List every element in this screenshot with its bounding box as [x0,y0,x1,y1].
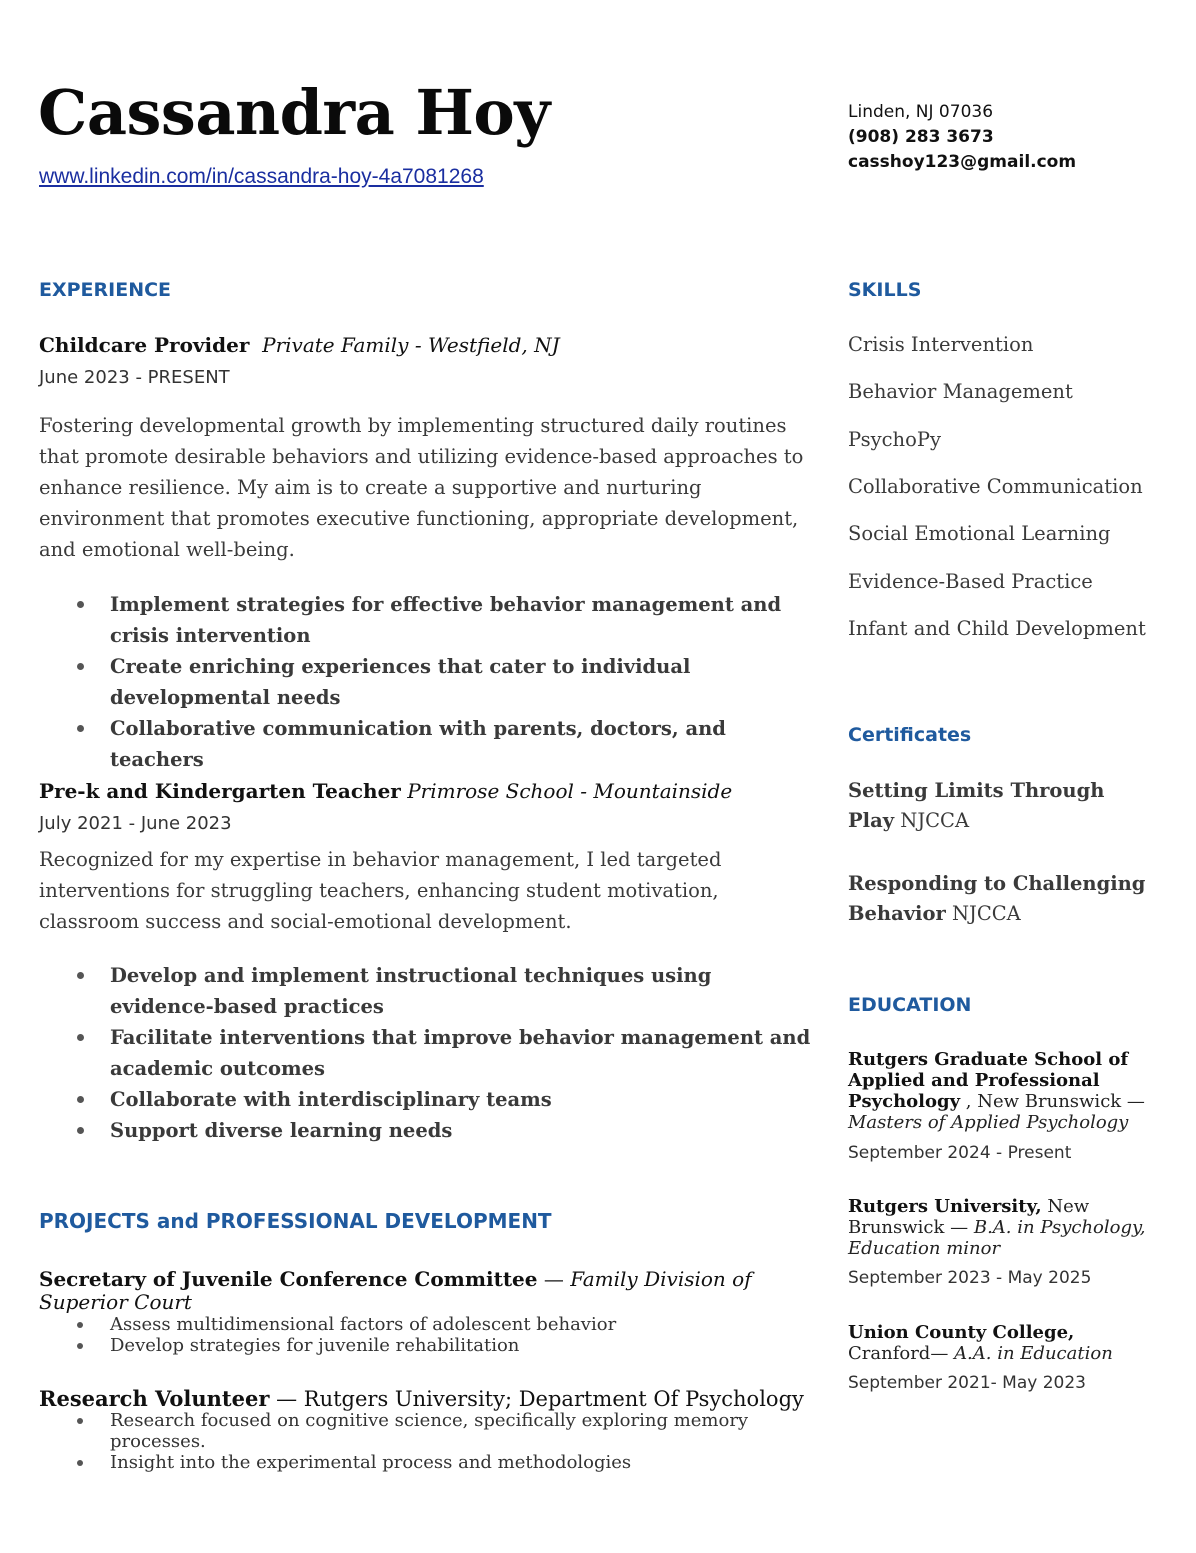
education-school: Rutgers University, [848,1196,1042,1217]
education-location: Cranford— [848,1343,955,1364]
project-title-line [39,1268,809,1314]
certificates-heading: Certificates [848,724,972,746]
list-item: Research focused on cognitive science, specifically exploring memory processes. [39,1410,779,1452]
project-bullet-list [39,1314,779,1356]
certificate-name: Setting Limits Through Play [848,779,1105,832]
project-title-line [39,1387,809,1411]
certificate-name: Responding to Challenging Behavior [848,872,1146,925]
education-location: , New Brunswick — [960,1091,1145,1112]
skill-item: Social Emotional Learning [848,522,1111,545]
list-item: Collaborative communication with parents, doctors, and teachers [39,713,819,775]
education-dates: September 2024 - Present [848,1143,1072,1163]
project-separator: — [269,1387,304,1411]
experience-heading: EXPERIENCE [39,279,172,301]
project-separator: — [537,1267,571,1291]
list-item: Develop strategies for juvenile rehabilitation [39,1335,779,1356]
job-org: Private Family - Westfield, NJ [262,333,560,357]
list-item: Support diverse learning needs [39,1115,819,1146]
candidate-name: Cassandra Hoy [38,76,550,149]
job-title-line [39,779,732,803]
education-degree: Masters of Applied Psychology [848,1112,1129,1133]
education-heading: EDUCATION [848,994,972,1016]
skill-item: Evidence-Based Practice [848,570,1093,593]
project-org: Rutgers University; Department Of Psychology [303,1387,804,1411]
list-item: Assess multidimensional factors of adolescent behavior [39,1314,779,1335]
job-description: Fostering developmental growth by implementing structured daily routines that promote desirable behaviors and utilizing evidence-based approaches to enhance resilience. My aim is to create a supportive and nurturing environment that promotes executive functioning, appropriate development, and emotional well-being. [39,414,804,561]
job-bullet-list [39,589,819,775]
list-item: Develop and implement instructional techniques using evidence-based practices [39,960,819,1022]
education-degree: A.A. in Education [954,1343,1113,1364]
list-item: Collaborate with interdisciplinary teams [39,1084,819,1115]
skill-item: Collaborative Communication [848,475,1143,498]
skill-item: Behavior Management [848,380,1073,403]
project-bullet-list [39,1410,779,1473]
list-item: Implement strategies for effective behavior management and crisis intervention [39,589,819,651]
skills-heading: SKILLS [848,279,922,301]
certificate-issuer: NJCCA [900,809,970,832]
skill-item: PsychoPy [848,428,941,451]
job-org: Primrose School - Mountainside [407,779,733,803]
project-title: Research Volunteer [39,1386,270,1411]
job-dates: June 2023 - PRESENT [39,367,230,388]
education-item [848,1322,1148,1364]
skill-item: Crisis Intervention [848,333,1034,356]
job-title-line [39,333,560,357]
job-description: Recognized for my expertise in behavior management, I led targeted interventions for struggling teachers, enhancing student motivation, classroom success and social-emotional development. [39,848,722,933]
education-dates: September 2021- May 2023 [848,1373,1086,1393]
skill-item: Infant and Child Development [848,617,1146,640]
project-title: Secretary of Juvenile Conference Committee [39,1267,538,1291]
certificate-item [848,869,1148,929]
contact-phone: (908) 283 3673 [848,127,994,147]
education-item [848,1049,1148,1133]
job-dates: July 2021 - June 2023 [39,813,232,834]
list-item: Create enriching experiences that cater to individual developmental needs [39,651,819,713]
linkedin-link[interactable]: www.linkedin.com/in/cassandra-hoy-4a7081268 [39,165,484,188]
education-location: New Brunswick — [848,1196,1090,1238]
job-title: Pre-k and Kindergarten Teacher [39,779,401,803]
education-item [848,1196,1148,1259]
list-item: Facilitate interventions that improve behavior management and academic outcomes [39,1022,819,1084]
education-school: Rutgers Graduate School of Applied and Professional Psychology [848,1049,1129,1112]
certificate-item [848,776,1148,836]
education-degree: B.A. in Psychology, Education minor [848,1217,1146,1259]
job-title: Childcare Provider [39,333,250,357]
project-org: Family Division of Superior Court [39,1267,752,1314]
projects-heading: PROJECTS and PROFESSIONAL DEVELOPMENT [39,1209,552,1233]
education-school: Union County College, [848,1322,1075,1343]
contact-email[interactable]: casshoy123@gmail.com [848,152,1077,172]
contact-location: Linden, NJ 07036 [848,102,994,122]
education-dates: September 2023 - May 2025 [848,1268,1092,1288]
certificate-issuer: NJCCA [951,902,1021,925]
list-item: Insight into the experimental process and methodologies [39,1452,779,1473]
job-bullet-list [39,960,819,1146]
